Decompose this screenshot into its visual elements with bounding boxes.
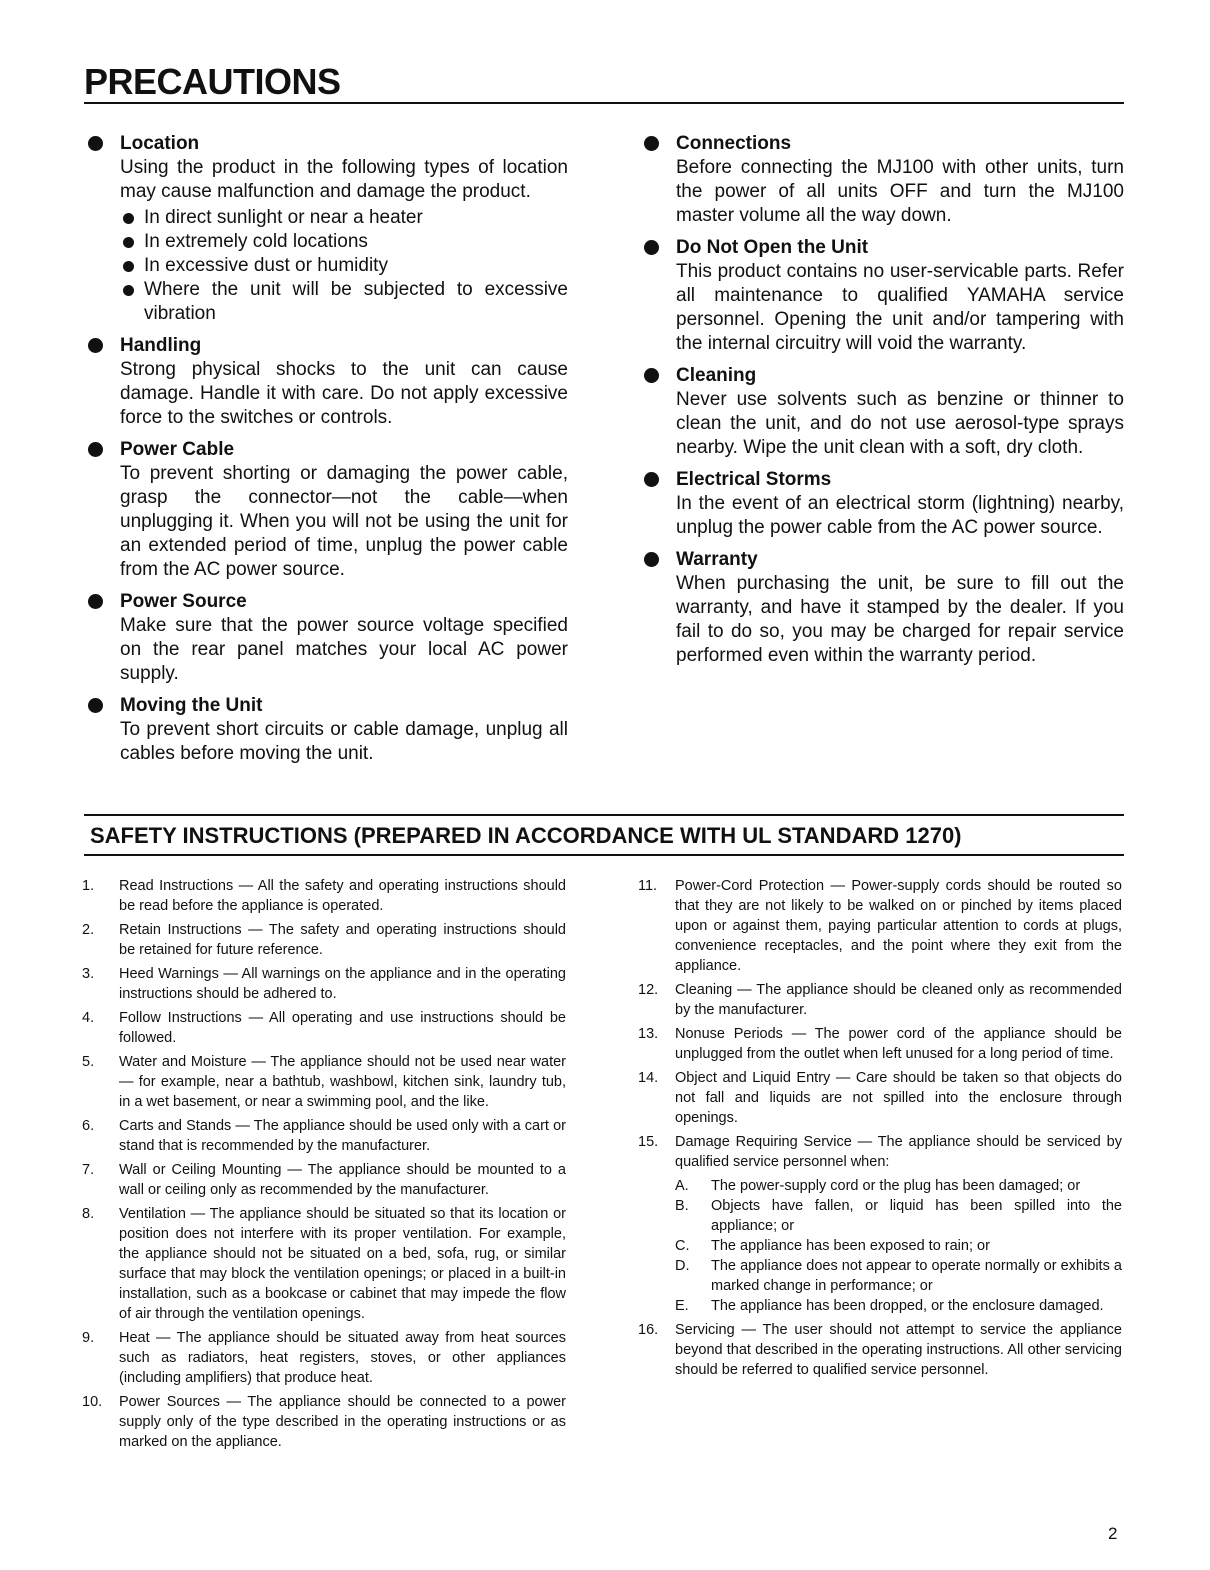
sub-item-text: The appliance has been dropped, or the enclosure damaged. xyxy=(711,1298,1104,1314)
list-item-text: In extremely cold locations xyxy=(144,231,368,252)
list-item-text: In excessive dust or humidity xyxy=(144,255,388,276)
safety-section-title: SAFETY INSTRUCTIONS (PREPARED IN ACCORDANCE WITH UL STANDARD 1270) xyxy=(90,823,962,848)
location-list xyxy=(120,206,568,326)
location-list-item xyxy=(120,254,568,278)
sub-item-letter: D. xyxy=(675,1258,690,1274)
item-number: 7. xyxy=(82,1162,95,1178)
bullet-icon xyxy=(644,552,659,567)
page-title: PRECAUTIONS xyxy=(84,61,341,102)
precaution-handling xyxy=(86,334,568,430)
item-number: 11. xyxy=(638,878,658,894)
sub-item xyxy=(675,1296,1122,1316)
precaution-body: Before connecting the MJ100 with other units, turn the power of all units OFF and turn the MJ100 master volume all the way down. xyxy=(676,157,1124,226)
bullet-icon xyxy=(88,594,103,609)
bullet-icon xyxy=(123,261,134,272)
safety-rule-bottom xyxy=(84,854,1124,856)
precaution-do-not-open xyxy=(642,236,1124,356)
item-text: Follow Instructions — All operating and use instructions should be followed. xyxy=(119,1010,566,1046)
bullet-icon xyxy=(88,136,103,151)
item-text: Wall or Ceiling Mounting — The appliance should be mounted to a wall or ceiling only as recommended by the manufacturer. xyxy=(119,1162,566,1198)
precaution-warranty xyxy=(642,548,1124,668)
precaution-heading: Cleaning xyxy=(676,365,757,386)
bullet-icon xyxy=(123,213,134,224)
bullet-icon xyxy=(123,285,134,296)
precaution-body: When purchasing the unit, be sure to fill out the warranty, and have it stamped by the dealer. If you fail to do so, you may be charged for repair service performed even within the warranty period. xyxy=(676,573,1124,666)
precaution-heading: Do Not Open the Unit xyxy=(676,237,869,258)
bullet-icon xyxy=(644,472,659,487)
bullet-icon xyxy=(644,136,659,151)
precaution-electrical-storms xyxy=(642,468,1124,540)
bullet-icon xyxy=(644,240,659,255)
sub-item-letter: A. xyxy=(675,1178,689,1194)
sub-item-text: Objects have fallen, or liquid has been spilled into the appliance; or xyxy=(711,1198,1122,1234)
safety-item xyxy=(638,1068,1122,1128)
precaution-connections xyxy=(642,132,1124,228)
location-list-item xyxy=(120,230,568,254)
safety-item xyxy=(82,1392,566,1452)
item-number: 2. xyxy=(82,922,95,938)
precaution-body: This product contains no user-servicable parts. Refer all maintenance to qualified YAMAHA service personnel. Opening the unit and/or tampering with the internal circuitry will void the warranty. xyxy=(676,261,1124,354)
item-number: 1. xyxy=(82,878,95,894)
safety-item xyxy=(82,920,566,960)
item-number: 4. xyxy=(82,1010,95,1026)
list-item-text: Where the unit will be subjected to excessive vibration xyxy=(144,279,568,324)
sub-item-letter: B. xyxy=(675,1198,689,1214)
precaution-power-cable xyxy=(86,438,568,582)
safety-item xyxy=(82,1052,566,1112)
item-text: Heat — The appliance should be situated away from heat sources such as radiators, heat registers, stoves, or other appliances (including amplifiers) that produce heat. xyxy=(119,1330,566,1386)
item-text: Nonuse Periods — The power cord of the appliance should be unplugged from the outlet when left unused for a long period of time. xyxy=(675,1026,1122,1062)
safety-item xyxy=(638,1024,1122,1064)
list-item-text: In direct sunlight or near a heater xyxy=(144,207,423,228)
safety-item xyxy=(82,964,566,1004)
item-text: Servicing — The user should not attempt to service the appliance beyond that described in the operating instructions. All other servicing should be referred to qualified service personnel. xyxy=(675,1322,1122,1378)
precaution-heading: Warranty xyxy=(676,549,758,570)
item-text: Power-Cord Protection — Power-supply cords should be routed so that they are not likely to be walked on or pinched by items placed upon or against them, paying particular attention to cords at plugs, convenience receptacles, and the point where they exit from the appliance. xyxy=(675,878,1122,974)
item-number: 6. xyxy=(82,1118,95,1134)
precaution-body: Make sure that the power source voltage specified on the rear panel matches your local AC power supply. xyxy=(120,615,568,684)
precaution-body: Never use solvents such as benzine or thinner to clean the unit, and do not use aerosol-type sprays nearby. Wipe the unit clean with a soft, dry cloth. xyxy=(676,389,1124,458)
precaution-moving-the-unit xyxy=(86,694,568,766)
precaution-heading: Electrical Storms xyxy=(676,469,832,490)
location-list-item xyxy=(120,278,568,326)
item-text: Read Instructions — All the safety and operating instructions should be read before the appliance is operated. xyxy=(119,878,566,914)
bullet-icon xyxy=(123,237,134,248)
item-text: Power Sources — The appliance should be connected to a power supply only of the type described in the operating instructions or as marked on the appliance. xyxy=(119,1394,566,1450)
item-number: 10. xyxy=(82,1394,103,1410)
precaution-heading: Power Source xyxy=(120,591,247,612)
precaution-body: Using the product in the following types of location may cause malfunction and damage the product. xyxy=(120,157,568,202)
item-number: 16. xyxy=(638,1322,659,1338)
precaution-body: Strong physical shocks to the unit can cause damage. Handle it with care. Do not apply excessive force to the switches or controls. xyxy=(120,359,568,428)
sub-item xyxy=(675,1176,1122,1196)
safety-item xyxy=(638,876,1122,976)
sub-item-text: The power-supply cord or the plug has been damaged; or xyxy=(711,1178,1081,1194)
item-number: 15. xyxy=(638,1134,659,1150)
bullet-icon xyxy=(88,338,103,353)
precaution-location xyxy=(86,132,568,326)
item-text: Carts and Stands — The appliance should be used only with a cart or stand that is recommended by the manufacturer. xyxy=(119,1118,566,1154)
item-text: Retain Instructions — The safety and operating instructions should be retained for future reference. xyxy=(119,922,566,958)
safety-left-column xyxy=(82,876,566,1456)
title-rule xyxy=(84,102,1124,104)
safety-item xyxy=(82,1008,566,1048)
precaution-heading: Connections xyxy=(676,133,792,154)
precaution-heading: Moving the Unit xyxy=(120,695,263,716)
safety-item xyxy=(82,1116,566,1156)
safety-item xyxy=(638,980,1122,1020)
precaution-cleaning xyxy=(642,364,1124,460)
safety-rule-top xyxy=(84,814,1124,816)
bullet-icon xyxy=(88,442,103,457)
safety-item xyxy=(82,876,566,916)
safety-item xyxy=(82,1204,566,1324)
safety-right-column xyxy=(638,876,1122,1384)
page-number: 2 xyxy=(1108,1524,1118,1543)
location-list-item xyxy=(120,206,568,230)
sub-item-letter: E. xyxy=(675,1298,689,1314)
item-number: 5. xyxy=(82,1054,95,1070)
safety-item xyxy=(638,1132,1122,1316)
item-text: Cleaning — The appliance should be cleaned only as recommended by the manufacturer. xyxy=(675,982,1122,1018)
item-number: 14. xyxy=(638,1070,659,1086)
precaution-heading: Handling xyxy=(120,335,202,356)
precaution-body: To prevent shorting or damaging the power cable, grasp the connector—not the cable—when unplugging it. When you will not be using the unit for an extended period of time, unplug the power cable from the AC power source. xyxy=(120,463,568,580)
sub-item-letter: C. xyxy=(675,1238,690,1254)
item-number: 8. xyxy=(82,1206,95,1222)
sub-item-text: The appliance does not appear to operate normally or exhibits a marked change in performance; or xyxy=(711,1258,1122,1294)
precaution-body: In the event of an electrical storm (lightning) nearby, unplug the power cable from the AC power source. xyxy=(676,493,1124,538)
sub-item xyxy=(675,1236,1122,1256)
item-number: 13. xyxy=(638,1026,659,1042)
precaution-heading: Location xyxy=(120,133,200,154)
precaution-power-source xyxy=(86,590,568,686)
bullet-icon xyxy=(88,698,103,713)
bullet-icon xyxy=(644,368,659,383)
sub-item xyxy=(675,1196,1122,1236)
item-number: 12. xyxy=(638,982,659,998)
item-text: Water and Moisture — The appliance should not be used near water — for example, near a bathtub, washbowl, kitchen sink, laundry tub, in a wet basement, or near a swimming pool, and the like. xyxy=(119,1054,566,1110)
safety-item xyxy=(638,1320,1122,1380)
precaution-heading: Power Cable xyxy=(120,439,235,460)
precaution-body: To prevent short circuits or cable damage, unplug all cables before moving the unit. xyxy=(120,719,568,764)
damage-conditions-list xyxy=(675,1176,1122,1316)
item-text: Ventilation — The appliance should be situated so that its location or position does not interfere with its proper ventilation. For example, the appliance should not be situated on a bed, sofa, rug, or similar surface that may block the ventilation openings; or placed in a built-in installation, such as a bookcase or cabinet that may impede the flow of air through the ventilation openings. xyxy=(119,1206,566,1322)
item-text: Damage Requiring Service — The appliance should be serviced by qualified service personnel when: xyxy=(675,1134,1122,1170)
sub-item-text: The appliance has been exposed to rain; or xyxy=(711,1238,990,1254)
precautions-left-column xyxy=(86,132,568,774)
safety-item xyxy=(82,1160,566,1200)
item-text: Heed Warnings — All warnings on the appliance and in the operating instructions should be adhered to. xyxy=(119,966,566,1002)
item-number: 3. xyxy=(82,966,95,982)
safety-item xyxy=(82,1328,566,1388)
item-text: Object and Liquid Entry — Care should be taken so that objects do not fall and liquids are not spilled into the enclosure through openings. xyxy=(675,1070,1122,1126)
precautions-right-column xyxy=(642,132,1124,676)
sub-item xyxy=(675,1256,1122,1296)
item-number: 9. xyxy=(82,1330,95,1346)
